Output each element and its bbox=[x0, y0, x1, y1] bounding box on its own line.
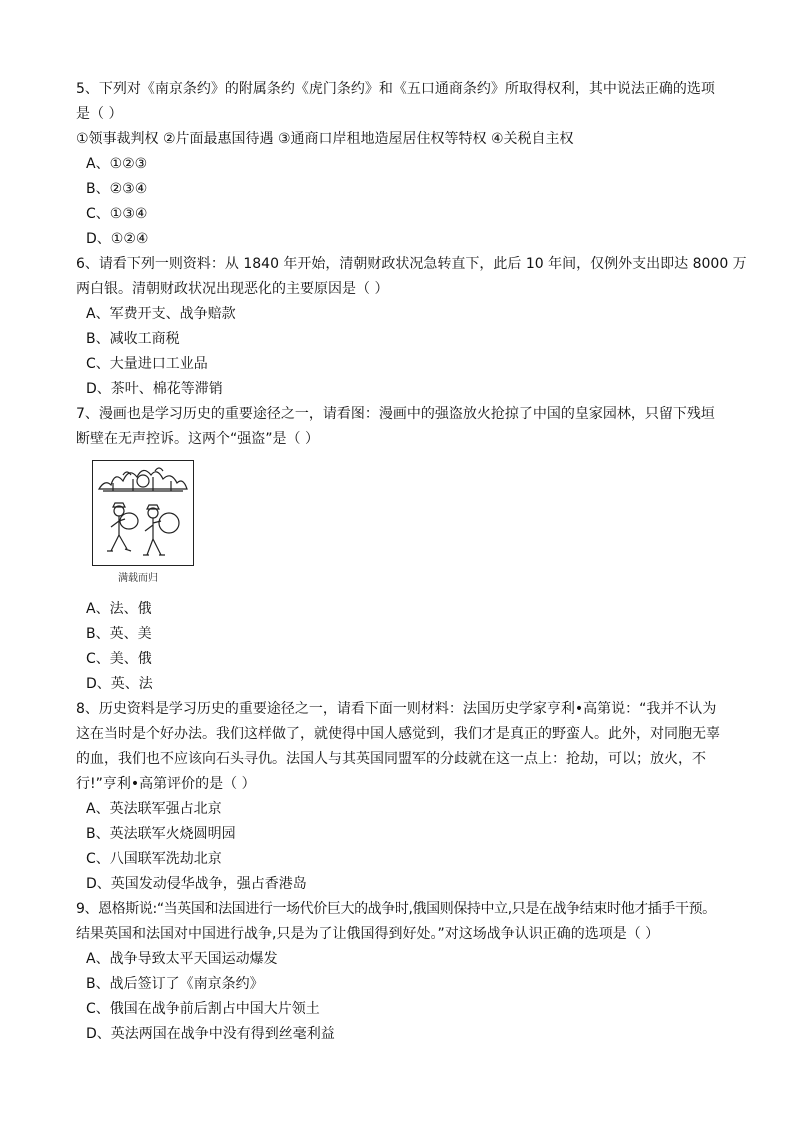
q6-option-d[interactable]: D、茶叶、棉花等滞销 bbox=[86, 381, 223, 397]
q7-option-d[interactable]: D、英、法 bbox=[86, 676, 153, 692]
q5-stem-line2: 是（ ） bbox=[76, 106, 123, 122]
q9-option-a[interactable]: A、战争导致太平天国运动爆发 bbox=[86, 951, 278, 967]
q7-option-c[interactable]: C、美、俄 bbox=[86, 651, 152, 667]
q8-option-d[interactable]: D、英国发动侵华战争，强占香港岛 bbox=[86, 876, 307, 892]
q9-stem-line1: 9、恩格斯说:“当英国和法国进行一场代价巨大的战争时,俄国则保持中立,只是在战争结束时他才插手干预。 bbox=[76, 901, 716, 917]
cartoon-image bbox=[92, 460, 194, 566]
cartoon-caption: 满载而归 bbox=[118, 573, 158, 584]
cartoon-drawing bbox=[93, 461, 193, 565]
q8-option-a[interactable]: A、英法联军强占北京 bbox=[86, 801, 222, 817]
q7-option-a[interactable]: A、法、俄 bbox=[86, 601, 152, 617]
q7-option-b[interactable]: B、英、美 bbox=[86, 626, 152, 642]
q8-option-c[interactable]: C、八国联军洗劫北京 bbox=[86, 851, 222, 867]
q9-stem-line2: 结果英国和法国对中国进行战争,只是为了让俄国得到好处。”对这场战争认识正确的选项是（ ） bbox=[76, 926, 660, 942]
q6-option-c[interactable]: C、大量进口工业品 bbox=[86, 356, 208, 372]
q8-option-b[interactable]: B、英法联军火烧圆明园 bbox=[86, 826, 236, 842]
q6-stem-line2: 两白银。清朝财政状况出现恶化的主要原因是（ ） bbox=[76, 281, 389, 297]
q7-stem-line1: 7、漫画也是学习历史的重要途径之一，请看图：漫画中的强盗放火抢掠了中国的皇家园林，只留下残垣 bbox=[76, 406, 715, 422]
q9-option-c[interactable]: C、俄国在战争前后割占中国大片领土 bbox=[86, 1001, 320, 1017]
q8-stem-line2: 这在当时是个好办法。我们这样做了，就使得中国人感觉到，我们才是真正的野蛮人。此外，对同胞无辜 bbox=[76, 726, 720, 742]
q6-stem-line1: 6、请看下列一则资料：从 1840 年开始，清朝财政状况急转直下，此后 10 年间，仅例外支出即达 8000 万 bbox=[76, 256, 747, 272]
q6-option-b[interactable]: B、减收工商税 bbox=[86, 331, 180, 347]
q8-stem-line4: 行!”亨利•高第评价的是（ ） bbox=[76, 776, 256, 792]
q5-items: ①领事裁判权 ②片面最惠国待遇 ③通商口岸租地造屋居住权等特权 ④关税自主权 bbox=[76, 131, 574, 147]
q5-option-b[interactable]: B、②③④ bbox=[86, 181, 148, 197]
q8-stem-line3: 的血，我们也不应该向石头寻仇。法国人与其英国同盟军的分歧就在这一点上：抢劫，可以；放火，不 bbox=[76, 751, 706, 767]
q5-option-d[interactable]: D、①②④ bbox=[86, 231, 149, 247]
q7-stem-line2: 断壁在无声控诉。这两个“强盗”是（ ） bbox=[76, 431, 319, 447]
q5-option-a[interactable]: A、①②③ bbox=[86, 156, 148, 172]
q9-option-d[interactable]: D、英法两国在战争中没有得到丝毫利益 bbox=[86, 1026, 335, 1042]
q5-option-c[interactable]: C、①③④ bbox=[86, 206, 148, 222]
q5-stem-line1: 5、下列对《南京条约》的附属条约《虎门条约》和《五口通商条约》所取得权利，其中说法正确的选项 bbox=[76, 81, 715, 97]
q8-stem-line1: 8、历史资料是学习历史的重要途径之一，请看下面一则材料：法国历史学家亨利•高第说：“我并不认为 bbox=[76, 701, 717, 717]
q9-option-b[interactable]: B、战后签订了《南京条约》 bbox=[86, 976, 264, 992]
q6-option-a[interactable]: A、军费开支、战争赔款 bbox=[86, 306, 236, 322]
